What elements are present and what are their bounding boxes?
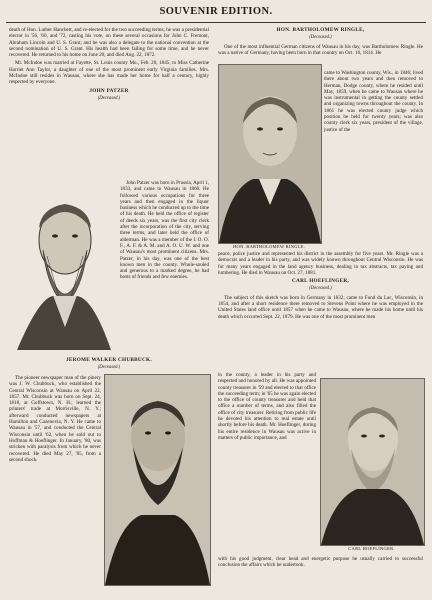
ringle-side-text — [324, 70, 423, 133]
right-column-top — [218, 27, 423, 58]
ringle-heading: HON. BARTHOLOMEW RINGLE, — [276, 27, 365, 33]
chubbuck-text — [9, 375, 101, 463]
ringle-side-paragraph: came to Washington county, Wis., in 1846; lived there about two years and then removed to Herman, Dodge county, where he resided until May, 1859, when he came to Wausau where he was instrumental in getting the county settled and organizing towns throughout the county. In 1861 he was elected county judge which position he held for twenty years; was also county clerk six years, president of the village, justice of the — [324, 70, 423, 133]
header-rule — [6, 22, 426, 23]
patzer-paragraph: John Patzer was born in Prussia, April 1, 1833, and came to Wausau in 1860. He followed various occupations for three years and then engaged in the liquor business which he conducted up to the time of his death. He held the office of register of deeds six years, was the first city clerk after the incorporation of the city, serving three terms, and later held the office of alderman. He was a member of the I. O. O. F., A. F. & A. M. and A. O. U. W. and one of Wausau's most prominent citizens. Mrs. Patzer, in his day, was one of the best known men in the county. Whole-souled and generous to a marked degree, he had hosts of friends and few enemies. — [120, 180, 209, 281]
hoeflinger-portrait-drawing — [321, 379, 424, 545]
patzer-status: (Deceased.) — [97, 95, 121, 101]
patzer-portrait — [9, 178, 117, 350]
hoeflinger-side-paragraph: in the county, a leader in his party and respected and honored by all. He was appointed county treasurer in '59 and elected to that office the succeeding term; in '65 he was again elected to the office of county treasurer and held that office a number of terms, and also filled the office of city treasurer. Retiring from public life he devoted his attention to real estate until shortly before his death. Mr. Hoeflinger, during his entire residence in Wausau was active in matters of public importance, and — [218, 372, 316, 441]
mcindoe-paragraph-2: Mr. McIndoe was married at Fayette, St. Louis county Mo., Feb. 20, 1845, to Miss Catherine Harriet Ann Taylor, a daughter of one of the most prominent early Virginia families. Mrs. McIndoe still resides in Wausau, where she has made her home for half a century, highly respected by everyone. — [9, 60, 209, 86]
patzer-portrait-drawing — [9, 178, 117, 350]
chubbuck-heading-block — [9, 357, 209, 374]
ringle-portrait — [218, 64, 322, 244]
hoeflinger-rest-block — [218, 556, 423, 571]
chubbuck-status: (Deceased.) — [97, 365, 121, 371]
ringle-status: (Deceased.) — [309, 35, 332, 41]
hoeflinger-heading: CARL HOEFLINGER, — [292, 278, 349, 285]
hoeflinger-portrait — [320, 378, 425, 546]
hoeflinger-rest: with his good judgment, clear head and energetic purpose he usually carried to successful conclusion the affairs which he undertook. — [218, 556, 423, 569]
ringle-intro: One of the most influential German citizens of Wausau in his day, was Bartholomew Ringle. He was a native of Germany, having been born in that country on Oct. 16, 1814. He — [218, 43, 423, 56]
chubbuck-heading: JEROME WALKER CHUBBUCK. — [66, 357, 152, 363]
ringle-rest: peace, police justice and represented his district in the assembly for five years. Mr. Ringle was a democrat and a leader in his party, and was widely known throughout Central Wisconsin. He was for many years engaged in the land agency business, dealing in tax abstracts, tax paying and lumbering. He died in Wausau on Oct. 27, 1881. — [218, 251, 423, 276]
hoeflinger-side-text — [218, 372, 316, 441]
hoeflinger-status: (Deceased.) — [309, 286, 332, 292]
chubbuck-paragraph: The pioneer newspaper man of the pinery was J. W. Chubbuck, who established the Central Wisconsin at Wausau on April 22, 1857. Mr. Chubbuck was born on Sept. 24, 1818, at Goffstown, N. H.; learned the printers' trade at Morrisville, N. Y.; afterward conducted newspapers at Hamilton and Cazenovia, N. Y. He came to Wausau in '57, and conducted the Central Wisconsin until '62, when he sold out to Hoffman & Hoeflinger. In January, '80, was stricken with paralysis from which he never recovered. He died May 27, '85, from a second shock. — [9, 375, 101, 463]
patzer-text — [120, 180, 209, 281]
chubbuck-portrait — [104, 374, 211, 586]
ringle-rest-block — [218, 251, 423, 322]
hoeflinger-caption: CARL HOEFLINGER. — [348, 546, 395, 551]
patzer-heading: JOHN PATZER — [89, 87, 129, 94]
mcindoe-paragraph-1: death of Hon. Luther Hanchett, and re-elected for the two succeeding terms; he was a presidential elector in '56, '60, and '72, casting his vote, on these several occasions for John C. Fremont, Abraham Lincoln and U. S. Grant; and he was also a delegate to the national convention at the second nomination of U. S. Grant. His health had been failing for some time, and he never recovered. He returned to his home on June 20, and died Aug. 22, 1872. — [9, 27, 209, 59]
page-header: SOUVENIR EDITION. — [159, 6, 273, 17]
ringle-caption: HON. BARTHOLOMEW RINGLE. — [232, 244, 306, 249]
chubbuck-portrait-drawing — [105, 375, 210, 585]
ringle-portrait-drawing — [219, 65, 321, 243]
left-column-top — [9, 27, 209, 104]
hoeflinger-intro: The subject of this sketch was born in Germany in 1832; came to Fond du Lac, Wisconsin, in 1854, and after a short residence there removed to Stevens Point where he was employed in the United States land office until 1857 when he came to Wausau, where he made his home until his death which occurred Sept. 22, 1879. He was one of the most prominent men — [218, 294, 423, 320]
